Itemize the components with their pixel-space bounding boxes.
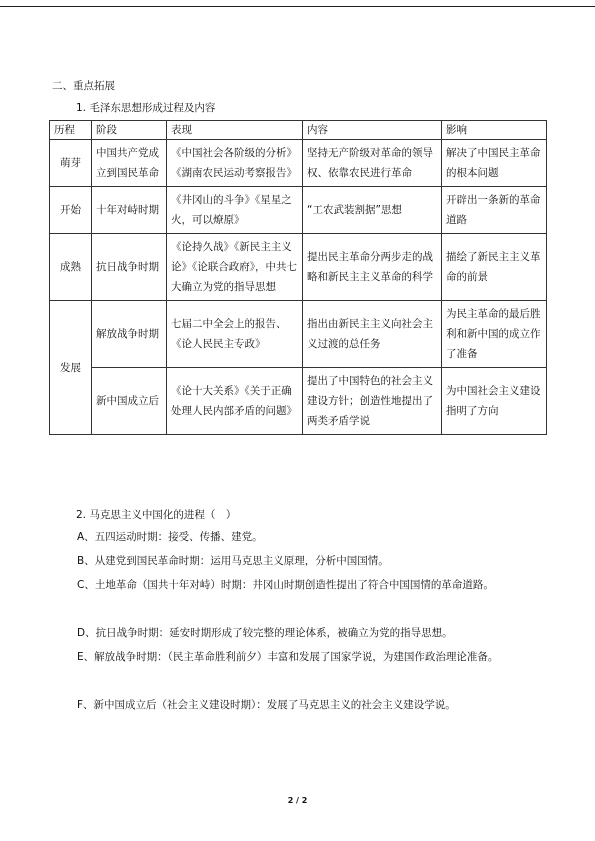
stage-cell: 成熟 xyxy=(50,234,92,301)
period-cell: 抗日战争时期 xyxy=(92,234,167,301)
works-cell: 《论十大关系》《关于正确处理人民内部矛盾的问题》 xyxy=(167,368,303,435)
header-rule xyxy=(0,6,595,7)
stage-cell: 萌芽 xyxy=(50,140,92,187)
period-cell: 新中国成立后 xyxy=(92,368,167,435)
table-row xyxy=(50,368,547,435)
content-cell: 提出了中国特色的社会主义建设方针；创造性地提出了两类矛盾学说 xyxy=(303,368,442,435)
content-cell: “工农武装割据”思想 xyxy=(303,187,442,234)
option-d: D、抗日战争时期：延安时期形成了较完整的理论体系，被确立为党的指导思想。 xyxy=(77,627,453,639)
stage-cell: 发展 xyxy=(50,301,92,435)
header-cell: 阶段 xyxy=(92,121,167,140)
table-header-row xyxy=(50,121,547,140)
header-cell: 表现 xyxy=(167,121,303,140)
period-cell: 解放战争时期 xyxy=(92,301,167,368)
works-cell: 《中国社会各阶级的分析》《湖南农民运动考察报告》 xyxy=(167,140,303,187)
period-cell: 十年对峙时期 xyxy=(92,187,167,234)
table-row xyxy=(50,140,547,187)
option-f: F、新中国成立后（社会主义建设时期）：发展了马克思主义的社会主义建设学说。 xyxy=(77,699,456,711)
table-row xyxy=(50,301,547,368)
option-e: E、解放战争时期：（民主革命胜利前夕）丰富和发展了国家学说，为建国作政治理论准备。 xyxy=(77,651,499,663)
question-title: 2. 马克思主义中国化的进程（ ） xyxy=(76,509,237,521)
works-cell: 《论持久战》《新民主主义论》《论联合政府》，中共七大确立为党的指导思想 xyxy=(167,234,303,301)
option-c: C、土地革命（国共十年对峙）时期：井冈山时期创造性提出了符合中国国情的革命道路。 xyxy=(77,579,494,591)
content-cell: 指出由新民主主义向社会主义过渡的总任务 xyxy=(303,301,442,368)
impact-cell: 解决了中国民主革命的根本问题 xyxy=(442,140,547,187)
impact-cell: 为民主革命的最后胜利和新中国的成立作了准备 xyxy=(442,301,547,368)
impact-cell: 为中国社会主义建设指明了方向 xyxy=(442,368,547,435)
stage-cell: 开始 xyxy=(50,187,92,234)
section-heading: 二、重点拓展 xyxy=(52,80,115,92)
content-cell: 提出民主革命分两步走的战略和新民主主义革命的科学 xyxy=(303,234,442,301)
header-cell: 影响 xyxy=(442,121,547,140)
table-row xyxy=(50,234,547,301)
period-cell: 中国共产党成立到国民革命 xyxy=(92,140,167,187)
table-row xyxy=(50,187,547,234)
option-a: A、五四运动时期：接受、传播、建党。 xyxy=(77,531,263,543)
impact-cell: 开辟出一条新的革命道路 xyxy=(442,187,547,234)
option-b: B、从建党到国民革命时期：运用马克思主义原理，分析中国国情。 xyxy=(77,555,389,567)
works-cell: 《井冈山的斗争》《星星之火，可以燎原》 xyxy=(167,187,303,234)
sub-heading: 1. 毛泽东思想形成过程及内容 xyxy=(76,102,216,114)
header-cell: 历程 xyxy=(50,121,92,140)
page-number: 2 / 2 xyxy=(287,796,308,805)
impact-cell: 描绘了新民主主义革命的前景 xyxy=(442,234,547,301)
content-cell: 坚持无产阶级对革命的领导权、依靠农民进行革命 xyxy=(303,140,442,187)
thought-formation-table xyxy=(49,120,547,435)
header-cell: 内容 xyxy=(303,121,442,140)
works-cell: 七届二中全会上的报告、《论人民民主专政》 xyxy=(167,301,303,368)
